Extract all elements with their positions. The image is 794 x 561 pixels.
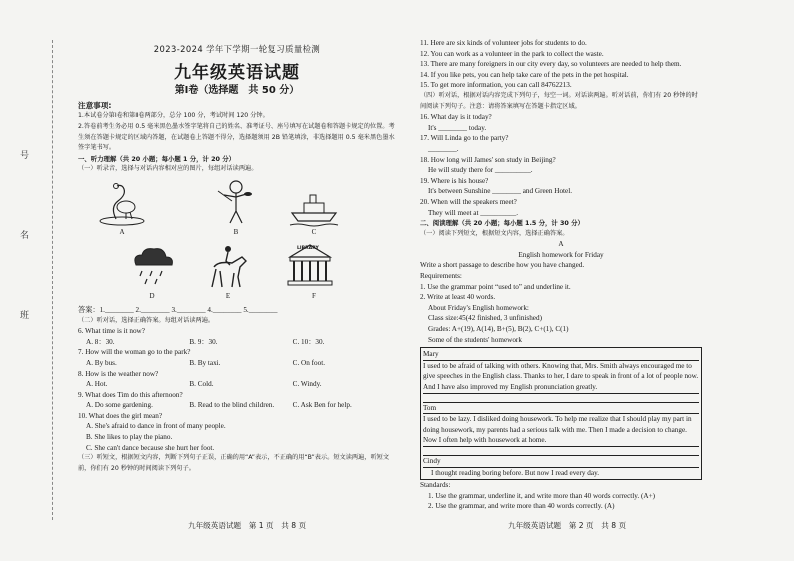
option-a: A. By bus. — [86, 358, 117, 367]
option-b: B. 9：30. — [189, 337, 218, 346]
requirement: 2. Write at least 40 words. — [420, 293, 496, 302]
option-b: B. Read to the blind children. — [189, 401, 275, 410]
spacer-row — [423, 394, 699, 403]
question-text: 19. Where is his house? — [420, 176, 489, 185]
fill-18 — [420, 155, 702, 176]
grades: Grades: A+(19), A(14), B+(5), B(2), C+(1), C(1) — [428, 325, 569, 334]
true-false-items — [420, 38, 702, 91]
question-7 — [78, 347, 396, 368]
requirements-label: Requirements: — [420, 272, 462, 281]
option-a: A. She's afraid to dance in front of many people. — [86, 422, 226, 431]
part-title: 第Ⅰ卷（选择题 共 50 分） — [174, 85, 300, 97]
page-footer: 九年级英语试题 第 1 页 共 8 页 — [188, 521, 307, 530]
requirement: 1. Use the grammar point “used to” and underline it. — [420, 282, 571, 291]
binding-char: 班 — [19, 310, 29, 319]
picture-label: B — [233, 227, 239, 236]
sample-text: I thought reading boring before. But now I read every day. — [431, 468, 599, 477]
answer-line: They will meet at __________. — [428, 208, 519, 217]
binding-strip — [16, 130, 36, 450]
option-b: B. Cold. — [189, 380, 214, 389]
exam-title: 2023-2024 学年下学期一轮复习质量检测 — [153, 44, 321, 54]
note-1: 1.本试卷分第Ⅰ卷和第Ⅱ卷两部分，总分 100 分，考试时间 120 分钟。 — [78, 112, 269, 120]
homework-table — [420, 347, 702, 480]
standards-label: Standards: — [420, 481, 451, 490]
picture-label: F — [312, 291, 316, 300]
tf-item: 14. If you like pets, you can help take care of the pets in the pet hospital. — [420, 70, 629, 79]
listening-part2: （二）听对话，选择正确答案。每组对话读两遍。 — [78, 316, 215, 324]
listening-part1: （一）听录音，选择与对话内容相对应的图片，每组对话读两遍。 — [78, 165, 258, 173]
standard: 2. Use the grammar, and write more than 40 words correctly. (A) — [428, 502, 615, 511]
question-text: 20. When will the speakers meet? — [420, 197, 517, 206]
violinist-picture — [210, 179, 262, 225]
sample-name: Cindy — [423, 456, 699, 468]
question-text: 18. How long will James' son study in Beijing? — [420, 155, 556, 164]
picture-label: A — [119, 227, 125, 236]
sample-name: Tom — [423, 403, 699, 415]
fill-16 — [420, 112, 702, 133]
question-text: 10. What does the girl mean? — [78, 411, 163, 420]
reading-part1: （一）阅读下列短文，根据短文内容，选择正确答案。 — [420, 229, 569, 237]
binding-char: 名 — [19, 230, 29, 239]
picture-label: E — [225, 291, 231, 300]
sample-text: I used to be lazy. I disliked doing housework. To help me realize that I should play my part in doing housework, my parents had a serious talk with me. Then I made a decision to change. Now I often help with housework at home. — [423, 414, 699, 447]
binding-char: 号 — [19, 150, 29, 159]
picture-label: D — [149, 291, 155, 300]
sample-name: Mary — [423, 349, 699, 361]
tf-item: 11. Here are six kinds of volunteer jobs for students to do. — [420, 39, 587, 47]
question-8 — [78, 369, 396, 390]
listening-part4: （四）听对话，根据对话内容完成下列句子，每空一词。对话读两遍。听对话前，你们有 20 秒钟的时间阅读下列句子。注意：请将答案填写在答题卡指定区域。 — [420, 91, 698, 110]
option-a: A. 8：30. — [86, 337, 115, 346]
samples-label: Some of the students' homework — [428, 335, 522, 344]
answer-line: It's ________ today. — [428, 123, 487, 132]
option-c: C. 10：30. — [292, 337, 325, 346]
option-c: C. Ask Ben for help. — [292, 401, 352, 410]
paper-title: 九年级英语试题 — [174, 62, 300, 83]
question-text: 6. What time is it now? — [78, 327, 145, 336]
note-2: 2.答卷前考生务必用 0.5 毫米黑色墨水签字笔将自己的姓名、准考证号、座号填写在试题卷和答题卡规定的位置。考生须在答题卡规定的区域内答题，在试题卷上答题不得分，选择题须用 2B 铅笔填涂，非选择题用 0.5 毫米黑色墨水签字笔书写。 — [78, 122, 395, 152]
question-9 — [78, 390, 396, 411]
option-b: B. She likes to play the piano. — [86, 433, 173, 442]
question-text: 17. Will Linda go to the party? — [420, 134, 509, 143]
class-size: Class size:45(42 finished, 3 unfinished) — [428, 314, 542, 323]
horse-rider-picture — [202, 243, 254, 289]
fill-19 — [420, 176, 702, 197]
answer-line: He will study there for __________. — [428, 166, 533, 175]
listening-heading: 一、听力理解（共 20 小题；每小题 1 分，计 20 分） — [78, 154, 236, 163]
standard: 1. Use the grammar, underline it, and write more than 40 words correctly. (A+) — [428, 491, 656, 500]
page-footer: 九年级英语试题 第 2 页 共 8 页 — [508, 521, 627, 530]
question-text: 9. What does Tim do this afternoon? — [78, 390, 183, 399]
notes-heading: 注意事项: — [78, 100, 112, 110]
question-6 — [78, 326, 396, 347]
question-text: 7. How will the woman go to the park? — [78, 348, 191, 357]
binding-line — [52, 40, 53, 520]
passage-title: English homework for Friday — [518, 250, 604, 259]
option-c: C. She can't dance because she hurt her foot. — [86, 443, 215, 452]
answer-line: It's between Sunshine ________ and Green Hotel. — [428, 187, 573, 196]
option-a: A. Hot. — [86, 380, 108, 389]
question-10 — [78, 411, 396, 453]
listening-part3: （三）听短文，根据短文内容，判断下列句子正误，正确的用“A”表示，不正确的用“B”表示。短文读两遍，听短文前，你们有 20 秒钟的时间阅读下列句子。 — [78, 454, 390, 472]
tf-item: 13. There are many foreigners in our city every day, so volunteers are needed to help them. — [420, 60, 682, 69]
library-sign: LIBRARY — [297, 245, 319, 251]
option-b: B. By taxi. — [189, 358, 221, 367]
tf-item: 12. You can work as a volunteer in the park to collect the waste. — [420, 49, 604, 58]
option-c: C. Windy. — [292, 380, 322, 389]
rain-cloud-picture — [126, 243, 178, 289]
reading-heading: 二、阅读理解（共 20 小题；每小题 1.5 分，计 30 分） — [420, 219, 584, 228]
option-c: C. On foot. — [292, 358, 325, 367]
page-1 — [78, 0, 396, 561]
sample-text: I used to be afraid of talking with others. Knowing that, Mrs. Smith always encouraged me to give speeches in the English class. Thanks to her, I dare to speak in front of a lot of people now. And I have also improved my English pronunciation greatly. — [423, 361, 699, 394]
fill-17 — [420, 133, 702, 154]
answer-line: 答案：1.________ 2.________ 3.________ 4.________ 5.________ — [78, 305, 278, 314]
page-2 — [420, 0, 702, 561]
fill-20 — [420, 197, 702, 218]
ship-picture — [288, 183, 340, 229]
option-a: A. Do some gardening. — [86, 401, 153, 410]
passage-intro: Write a short passage to describe how you have changed. — [420, 261, 585, 270]
picture-grid — [78, 179, 396, 305]
passage-letter: A — [558, 240, 564, 249]
picture-label: C — [311, 227, 317, 236]
spacer-row — [423, 447, 699, 456]
question-text: 8. How is the weather now? — [78, 369, 159, 378]
about-label: About Friday's English homework: — [428, 303, 529, 312]
question-text: 16. What day is it today? — [420, 113, 492, 122]
tf-item: 15. To get more information, you can call 84762213. — [420, 81, 572, 90]
flamingo-picture — [96, 181, 148, 227]
answer-line: ________. — [428, 144, 459, 153]
